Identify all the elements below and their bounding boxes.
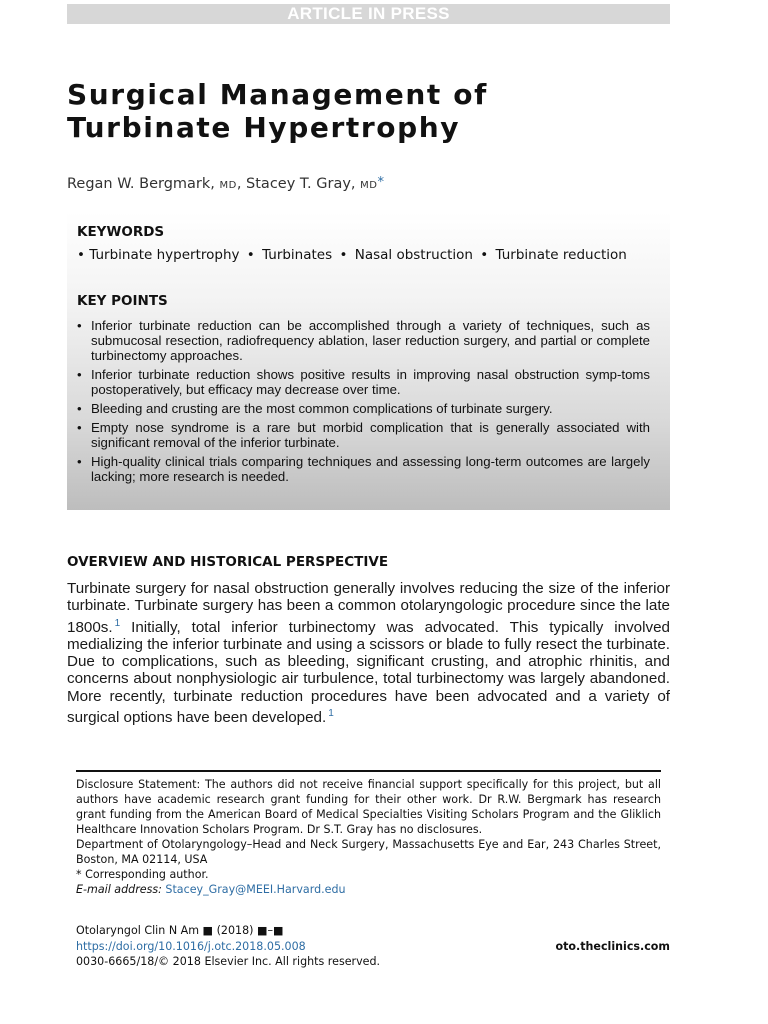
keyword-item: Turbinate reduction [495,247,627,263]
footnote-divider [76,770,661,772]
journal-info [76,923,670,970]
reference-link[interactable]: 1 [328,708,334,720]
author-separator: , [236,176,247,192]
footnotes [76,777,661,897]
keyword-bullet: • [480,247,489,263]
key-point-text: Inferior turbinate reduction shows positive results in improving nasal obstruction symp-toms postoperatively, but efficacy may decrease over time. [91,367,650,397]
keywords-heading: KEYWORDS [77,224,165,240]
author-1-name: Regan W. Bergmark, [67,176,215,192]
section-heading: OVERVIEW AND HISTORICAL PERSPECTIVE [67,554,389,570]
key-point-item [77,318,650,363]
bullet-icon: • [77,367,82,382]
bullet-icon: • [77,401,82,416]
author-line [67,173,384,196]
author-1-degree: MD [219,180,237,191]
key-point-item [77,367,650,397]
title-line-2: Turbinate Hypertrophy [67,111,461,144]
keywords-list [77,247,627,263]
corresponding-author-link[interactable]: * [377,175,384,190]
keyword-bullet: • [246,247,255,263]
key-point-item [77,420,650,450]
author-2-degree: MD [360,180,378,191]
keyword-item: Turbinates [262,247,333,263]
article-title [67,78,627,144]
key-points-list [77,318,650,488]
reference-link[interactable]: 1 [114,617,121,629]
key-point-text: Inferior turbinate reduction can be accomplished through a variety of techniques, such as submucosal resection, radiofrequency ablation, laser reduction surgery, and partial or complete turbinectomy approaches. [91,318,650,363]
paragraph-text: Initially, total inferior turbinectomy was advocated. This typically involved medializing the inferior turbinate and using a scissors or blade to fully resect the turbinate. Due to complications, such as bleeding, significant crusting, and atrophic rhinitis, and concerns about nonphysiologic air turbulence, total turbinectomy was largely abandoned. More recently, turbinate reduction procedures have been advocated and a variety of surgical options have been developed. [67,618,670,727]
key-point-text: Bleeding and crusting are the most common complications of turbinate surgery. [91,401,553,416]
journal-citation: Otolaryngol Clin N Am ■ (2018) ■–■ [76,924,284,937]
key-point-text: Empty nose syndrome is a rare but morbid complication that is generally associated with significant removal of the inferior turbinate. [91,420,650,450]
keyword-bullet: • [339,247,348,263]
affiliation: Department of Otolaryngology–Head and Neck Surgery, Massachusetts Eye and Ear, 243 Charles Street, Boston, MA 02114, USA [76,838,661,866]
key-point-text: High-quality clinical trials comparing techniques and assessing long-term outcomes are largely lacking; more research is needed. [91,454,650,484]
overview-paragraph [67,580,670,726]
bullet-icon: • [77,318,82,333]
keyword-bullet: • [77,247,85,263]
key-points-heading: KEY POINTS [77,293,168,309]
key-point-item [77,401,650,416]
email-link[interactable]: Stacey_Gray@MEEI.Harvard.edu [165,883,346,896]
article-in-press-banner: ARTICLE IN PRESS [67,4,670,24]
email-line [76,882,661,897]
keyword-item: Turbinate hypertrophy [89,247,240,263]
email-label: E-mail address: [76,883,162,896]
copyright: 0030-6665/18/© 2018 Elsevier Inc. All rights reserved. [76,955,381,968]
bullet-icon: • [77,454,82,469]
corresponding-note: * Corresponding author. [76,868,209,881]
author-2-name: Stacey T. Gray, [246,176,356,192]
paragraph-text: Turbinate surgery for nasal obstruction generally involves reducing the size of the inferior turbinate. Turbinate surgery has been a common otolaryngologic procedure since the late 1800s. [67,580,670,636]
doi-link[interactable]: https://doi.org/10.1016/j.otc.2018.05.008 [76,939,306,953]
key-point-item [77,454,650,484]
key-points-box [67,212,670,510]
journal-site-link[interactable]: oto.theclinics.com [555,939,670,953]
title-line-1: Surgical Management of [67,78,488,111]
disclosure-statement: Disclosure Statement: The authors did not receive financial support specifically for this project, but all authors have academic research grant funding for their other work. Dr R.W. Bergmark has research grant funding from the American Board of Medical Specialties Visiting Scholars Program and the Gliklich Healthcare Innovation Scholars Program. Dr S.T. Gray has no disclosures. [76,778,661,836]
keyword-item: Nasal obstruction [354,247,473,263]
bullet-icon: • [77,420,82,435]
